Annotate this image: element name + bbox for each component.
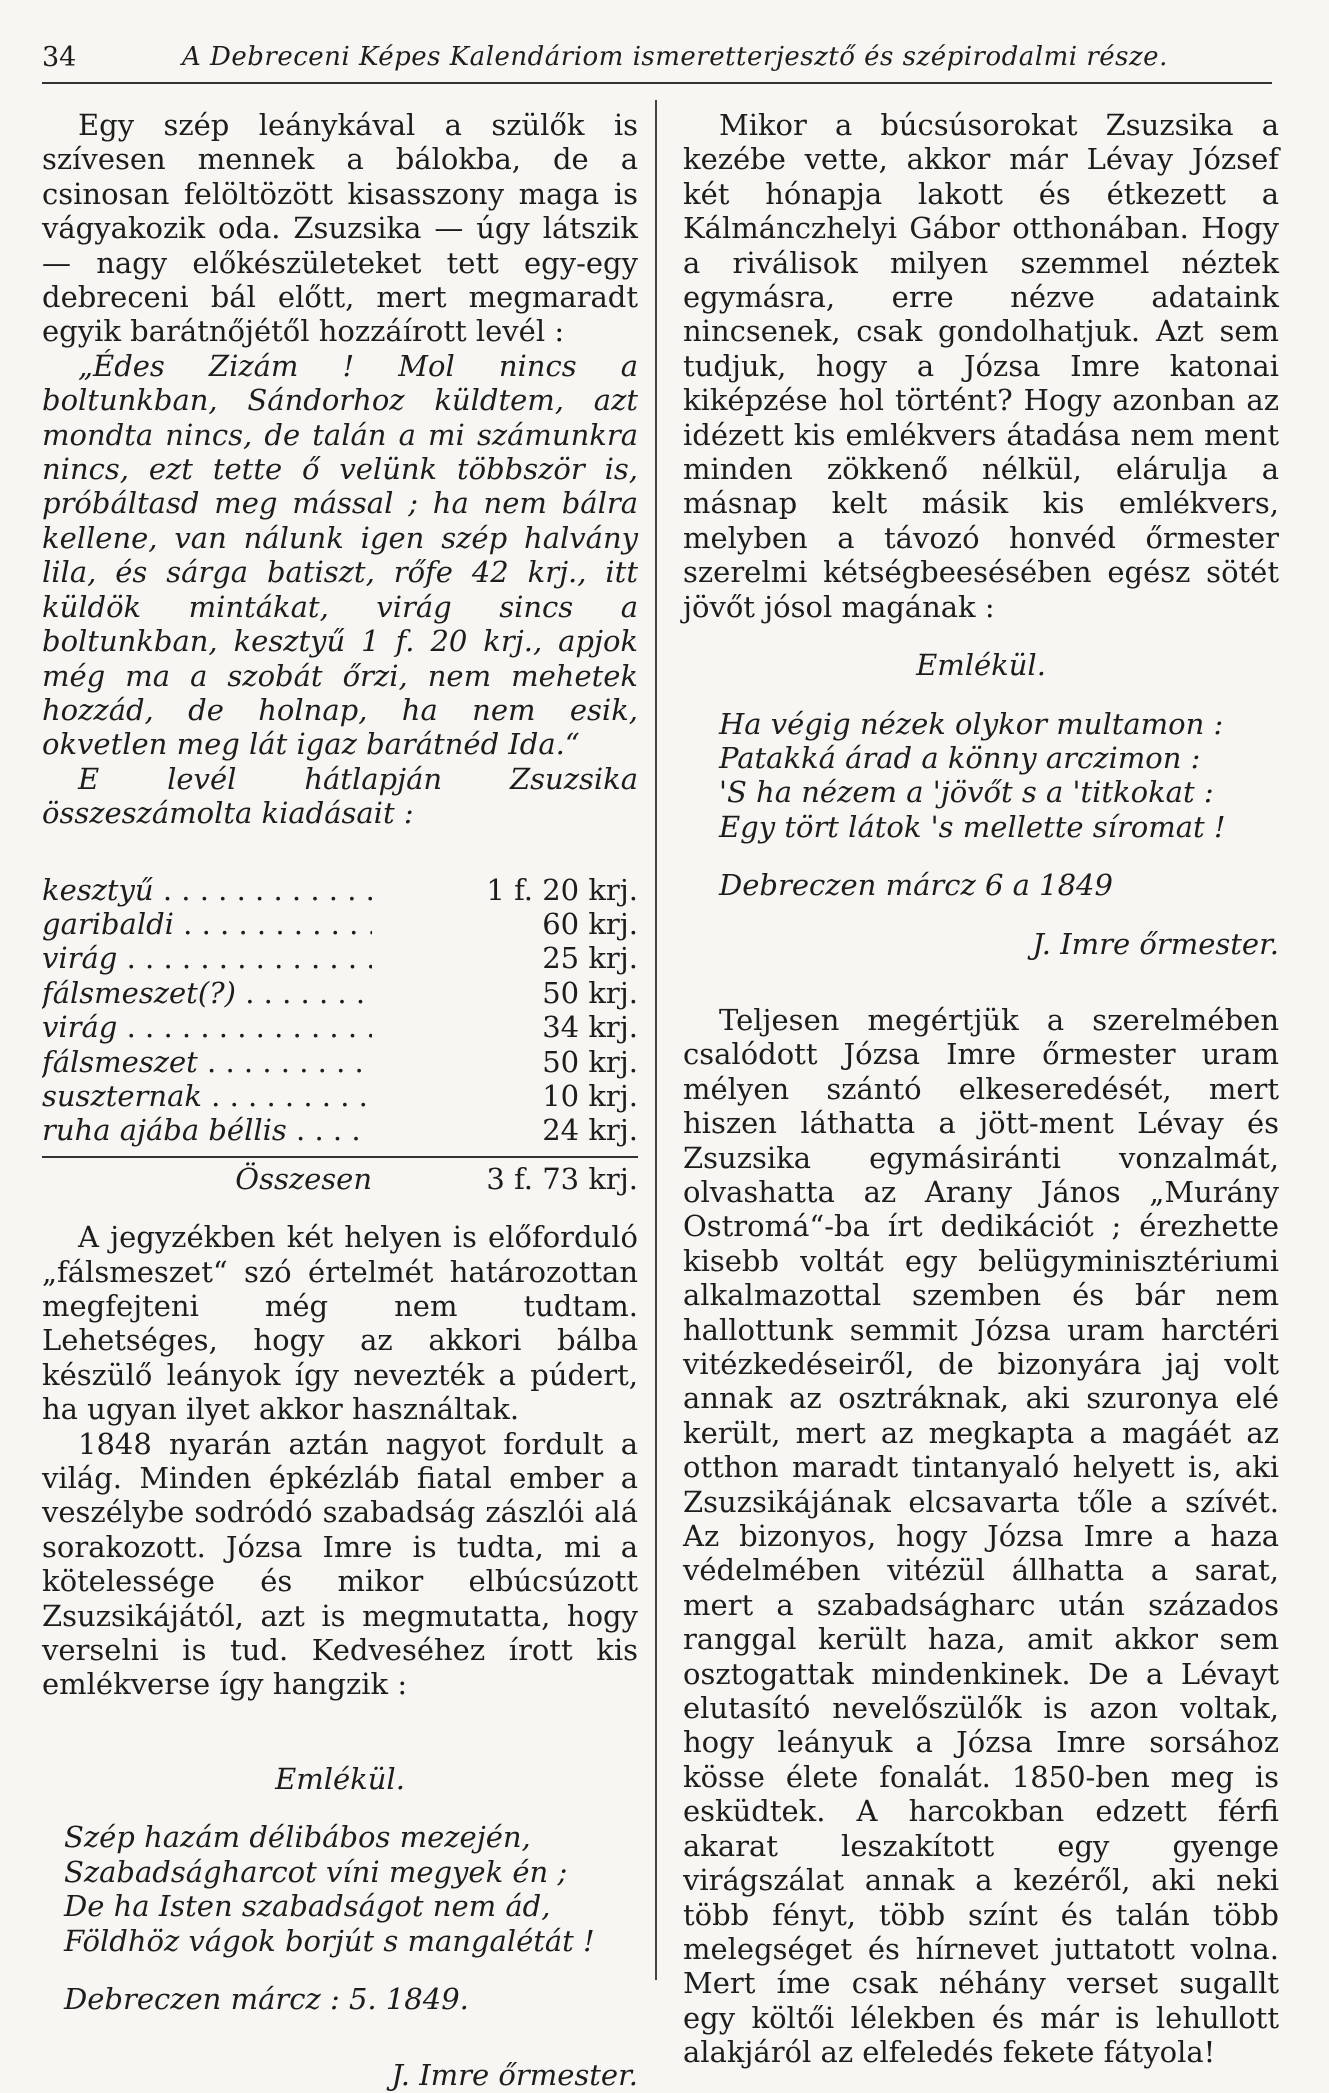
- poem-line: Földhöz vágok borjút s mangalétát !: [64, 1923, 595, 1958]
- ledger-row: [42, 941, 638, 975]
- spacer: [42, 1196, 638, 1220]
- ledger-row: [42, 1045, 638, 1079]
- ledger-amount: 1 f. 20 krj.: [486, 872, 638, 907]
- paragraph: Mikor a búcsúsorokat Zsuzsika a kezébe vette, akkor már Lévay József két hónapja lakott és étkezett a Kálmánczhelyi Gábor otthonában. Hogy a riválisok milyen szemmel néztek egymásra, erre nézve adataink nincsenek, csak gondolhatjuk. Azt sem tudjuk, hogy a Józsa Imre katonai kiképzése hol történt? Hogy azonban az idézett kis emlékvers átadása nem ment minden zökkenő nélkül, elárulja a másnap kelt másik kis emlékvers, melyben a távozó honvéd őrmester szerelmi kétségbeesésében egész sötét jövőt jósol magának :: [683, 108, 1279, 624]
- spacer: [42, 1796, 638, 1820]
- ledger-item: virág . . .: [42, 941, 372, 975]
- poem-signature: J. Imre őrmester.: [391, 2058, 638, 2093]
- spacer: [683, 903, 1279, 927]
- ledger-total-amount: 3 f. 73 krj.: [486, 1161, 638, 1196]
- poem-line: Ha végig nézek olykor multamon :: [719, 706, 1224, 741]
- ledger-amount: 50 krj.: [542, 1044, 638, 1079]
- spacer: [42, 831, 638, 873]
- expense-ledger: [42, 873, 638, 1197]
- poem-line: Szép hazám délibábos mezején,: [64, 1820, 531, 1855]
- ledger-item: garibaldi . . .: [42, 907, 372, 941]
- spacer: [42, 1958, 638, 1982]
- ledger-amount: 50 krj.: [542, 975, 638, 1010]
- ledger-total-row: [42, 1156, 638, 1196]
- poem-line: Egy tört látok 's mellette síromat !: [719, 809, 1226, 844]
- ledger-total-label: Összesen: [235, 1161, 372, 1196]
- page-header: [42, 42, 1272, 84]
- letter-text: „Édes Zizám ! Mol nincs a boltunkban, Sándorhoz küldtem, azt mondta nincs, de talán a mi számunkra nincs, ezt tette ő velünk többször is, próbáltasd meg mással ; ha nem bálra kellene, van nálunk igen szép halvány lila, és sárga batiszt, rőfe 42 krj., itt küldök mintákat, virág sincs a boltunkban, kesztyű 1 f. 20 krj., apjok még ma a szobát őrzi, nem mehetek hozzád, de holnap, ha nem esik, okvetlen meg lát igaz barátnéd Ida.“: [42, 348, 638, 762]
- left-column: [42, 108, 638, 2093]
- right-column: [683, 108, 1279, 2070]
- ledger-amount: 10 krj.: [542, 1078, 638, 1113]
- spacer: [683, 961, 1279, 1003]
- poem-title: Emlékül.: [916, 648, 1046, 683]
- ledger-item: virág . . .: [42, 1010, 372, 1044]
- ledger-row: [42, 1079, 638, 1113]
- ledger-row: [42, 907, 638, 941]
- ledger-item: fálsmeszet . . .: [42, 1045, 372, 1079]
- paragraph: Teljesen megértjük a szerelmében csalódott Józsa Imre őrmester uram mélyen szántó elkeseredését, mert hiszen láthatta a jött-ment Lévay és Zsuzsika egymásiránti vonzalmát, olvashatta az Arany János „Murány Ostromá“-ba írt dedikációt ; érezhette kisebb voltát egy belügyminisztériumi alkalmazottal szemben és bár nem hallottunk semmit Józsa uram harctéri vitézkedéseiről, de bizonyára jaj volt annak az osztráknak, aki szuronya elé került, mert az megkapta a magáét az otthon maradt tintanyaló helyett is, aki Zsuzsikájának elcsavarta tőle a szívét. Az bizonyos, hogy Józsa Imre a haza védelmében vitézül állhatta a sarat, mert a szabadságharc után százados ranggal került haza, amit akkor sem osztogattak mindenkinek. De a Lévayt elutasító nevelőszülők is azon voltak, hogy leányuk a Józsa Imre sorsához kösse élete fonalát. 1850-ben meg is esküdtek. A harcokban edzett férfi akarat leszakított egy gyenge virágszálat annak a kezéről, aki neki több fényt, több színt és talán több melegséget és hírnevet juttatott volna. Mert íme csak néhány verset sugallt egy költői lélekben és már is lehullott alakjáról az elfeledés fekete fátyola!: [683, 1002, 1279, 2070]
- poem-line: 'S ha nézem a 'jövőt s a 'titkokat :: [719, 775, 1214, 810]
- poem-date: Debreczen márcz 6 a 1849: [719, 868, 1113, 903]
- paragraph: A jegyzékben két helyen is előforduló „fálsmeszet“ szó értelmét határozottan megfejteni még nem tudtam. Lehetséges, hogy az akkori bálba készülő leányok így nevezték a púdert, ha ugyan ilyet akkor használtak.: [42, 1220, 638, 1427]
- spacer: [683, 683, 1279, 707]
- ledger-item: fálsmeszet(?) . . .: [42, 976, 372, 1010]
- ledger-item: suszternak . . .: [42, 1079, 372, 1113]
- running-title: A Debreceni Képes Kalendáriom ismeretterjesztő és szépirodalmi része.: [182, 42, 1168, 72]
- ledger-amount: 25 krj.: [542, 941, 638, 976]
- spacer: [683, 624, 1279, 648]
- poem-line: De ha Isten szabadságot nem ád,: [64, 1889, 551, 1924]
- paragraph: Egy szép leánykával a szülők is szívesen mennek a bálokba, de a csinosan felöltözött kisasszony maga is vágyakozik oda. Zsuzsika — úgy látszik — nagy előkészületeket tett egy-egy debreceni bál előtt, mert megmaradt egyik barátnőjétől hozzáírott levél :: [42, 108, 638, 349]
- ledger-item: kesztyű . . .: [42, 873, 372, 907]
- ledger-row: [42, 976, 638, 1010]
- poem-title: Emlékül.: [275, 1761, 405, 1796]
- spacer: [42, 1702, 638, 1762]
- ledger-amount: 60 krj.: [542, 906, 638, 941]
- ledger-row: [42, 1010, 638, 1044]
- ledger-amount: 34 krj.: [542, 1010, 638, 1045]
- spacer: [42, 2016, 638, 2058]
- page-number: 34: [42, 42, 77, 73]
- spacer: [683, 844, 1279, 868]
- ledger-row: [42, 1113, 638, 1147]
- ledger-amount: 24 krj.: [542, 1113, 638, 1148]
- paragraph: 1848 nyarán aztán nagyot fordult a világ. Minden épkézláb fiatal ember a veszélybe sodródó szabadság zászlói alá sorakozott. Józsa Imre is tudta, mi a kötelessége és mikor elbúcsúzott Zsuzsikájától, azt is megmutatta, hogy verselni is tud. Kedveséhez írott kis emlékverse így hangzik :: [42, 1426, 638, 1702]
- ledger-item: ruha ajába béllis . . .: [42, 1113, 372, 1147]
- poem-line: Patakká árad a könny arczimon :: [719, 740, 1201, 775]
- poem-line: Szabadságharcot víni megyek én ;: [64, 1854, 568, 1889]
- poem-signature: J. Imre őrmester.: [1032, 926, 1279, 961]
- ledger-row: [42, 873, 638, 907]
- poem-date: Debreczen márcz : 5. 1849.: [64, 1981, 469, 2016]
- letter-note: E levél hátlapján Zsuzsika összeszámolta kiadásait :: [42, 761, 638, 831]
- column-divider: [655, 100, 657, 1980]
